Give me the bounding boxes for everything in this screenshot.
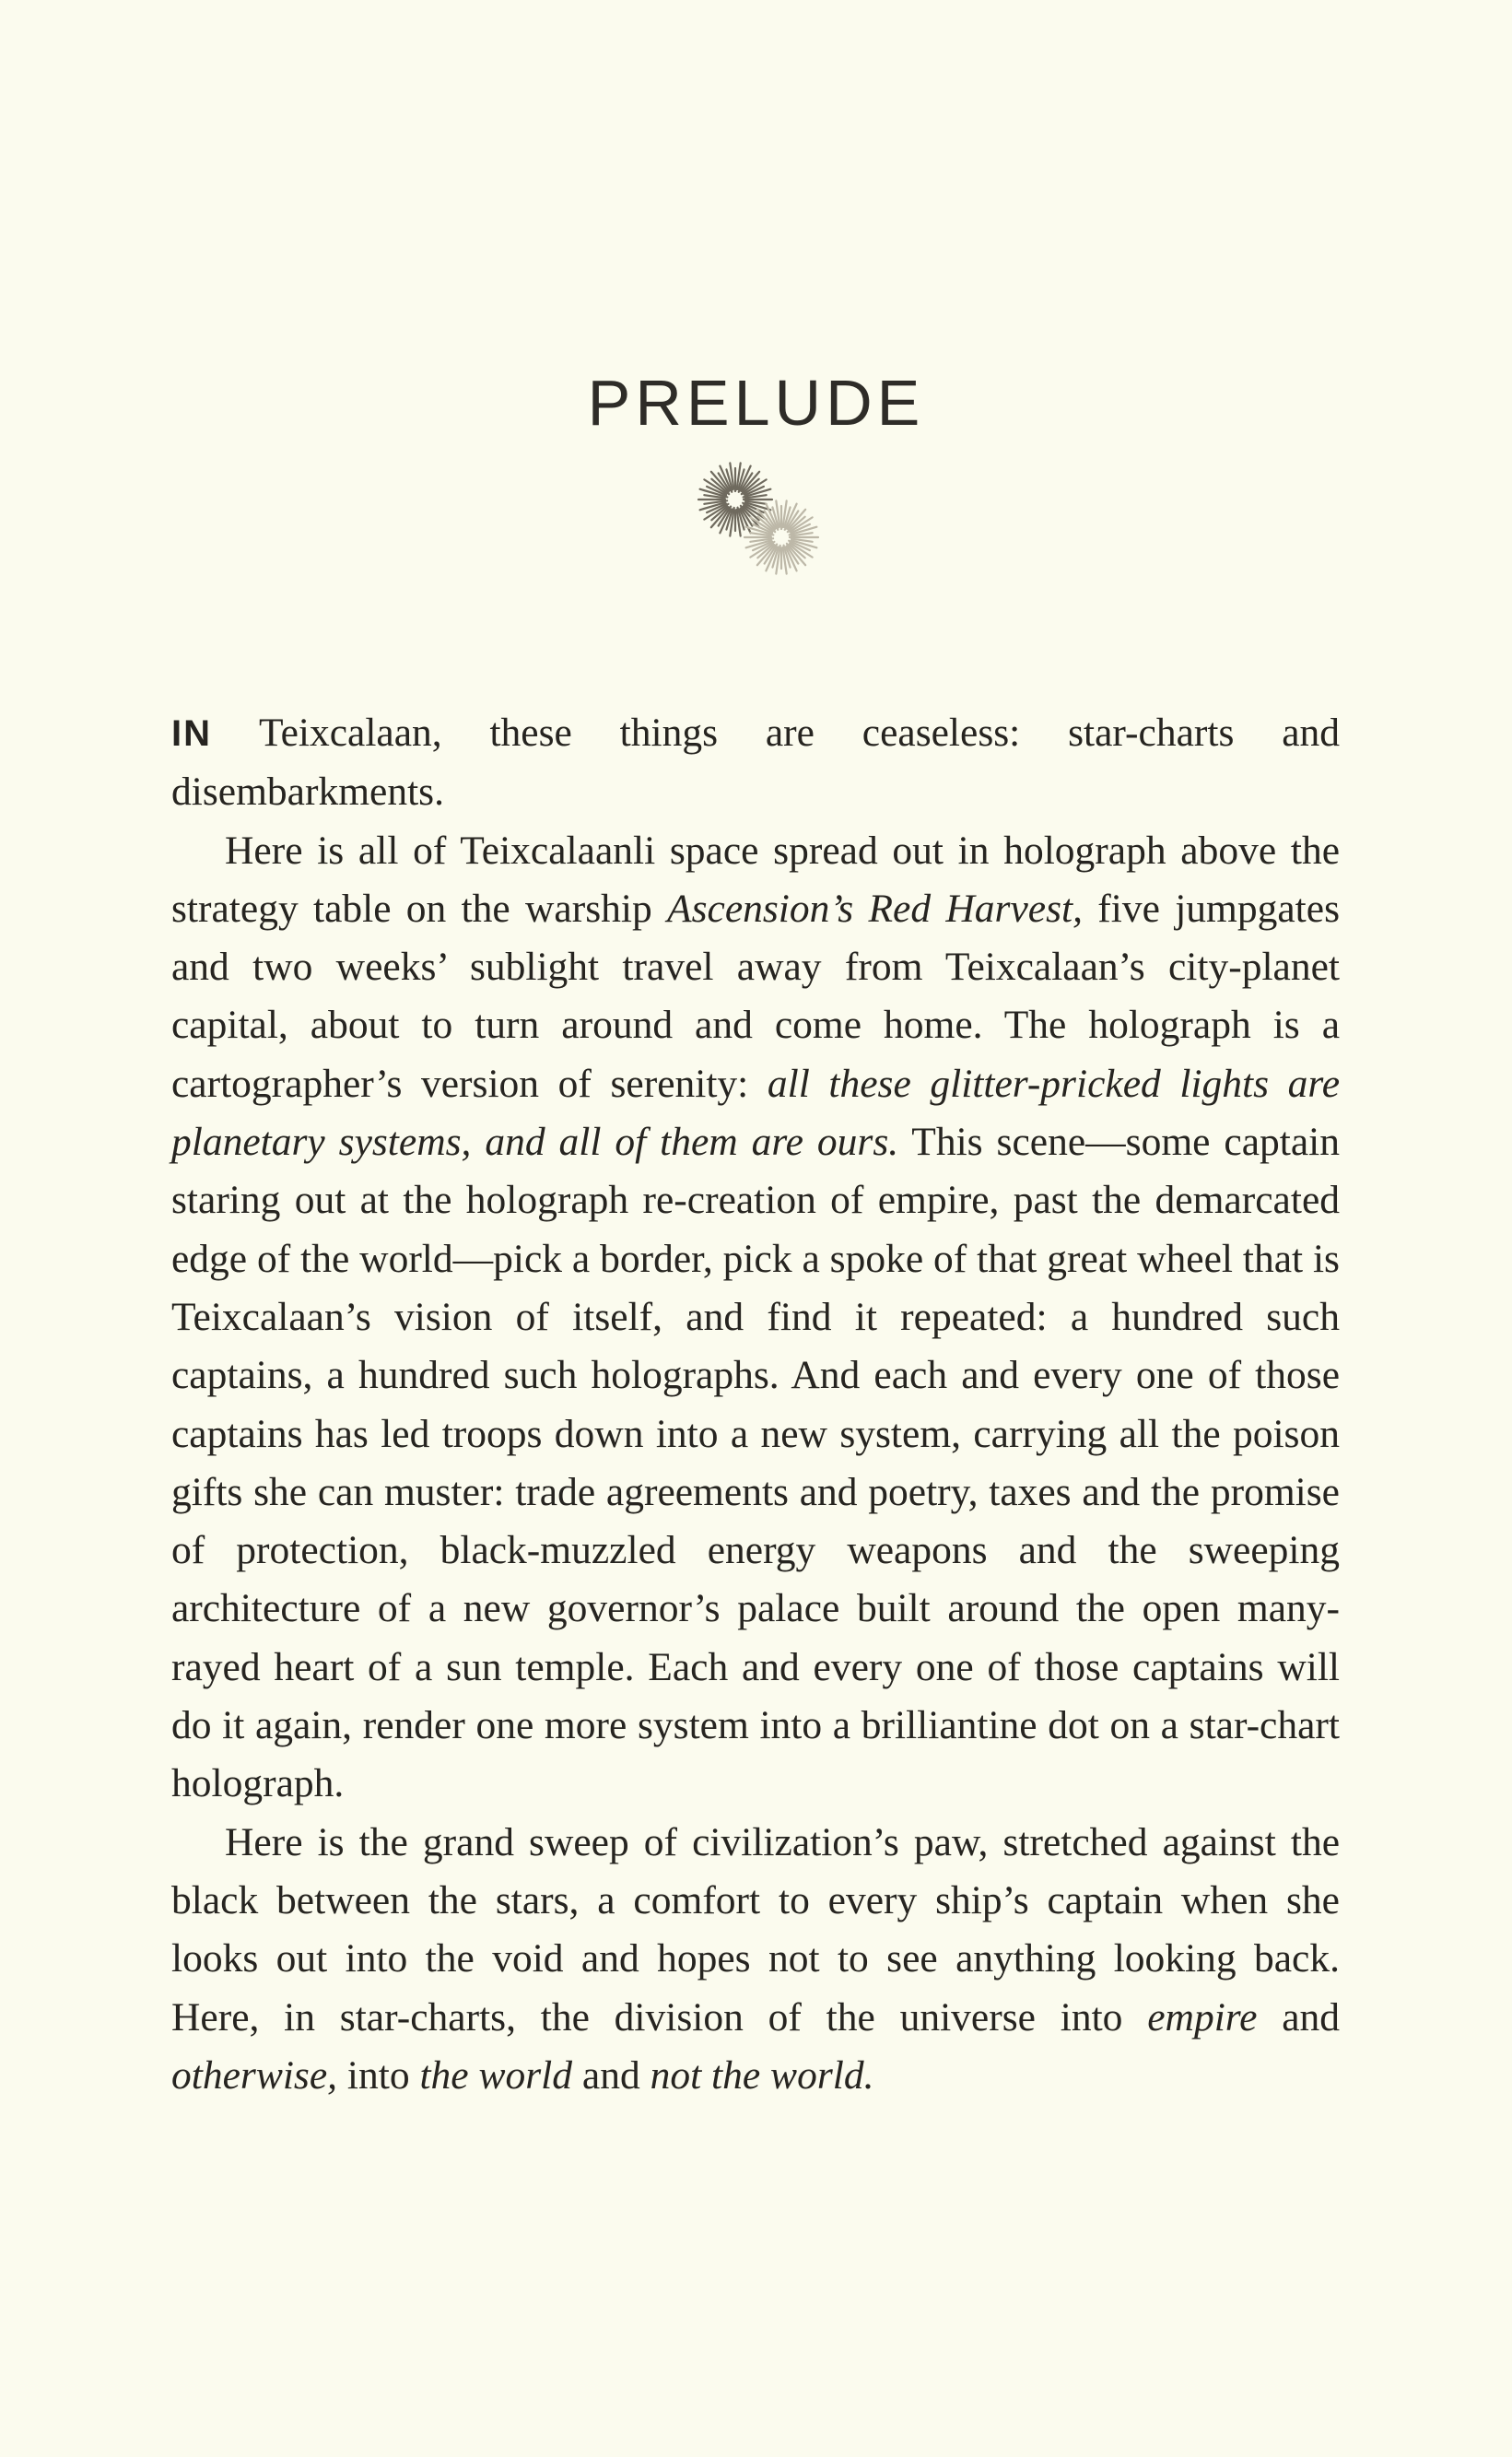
prelude-text (171, 704, 1340, 2105)
twin-starburst-icon (663, 452, 848, 590)
paragraph-2: Here is all of Teixcalaanli space spread out in holograph above the strategy table on the warship Ascension’s Red Harvest, five jumpgates and two weeks’ sublight travel away from Teixcalaan’s city-planet capital, about to turn around and come home. The holograph is a cartographer’s version of serenity: all these glitter-pricked lights are planetary systems, and all of them are ours. This scene—some captain staring out at the holograph re-creation of empire, past the demarcated edge of the world—pick a border, pick a spoke of that great wheel that is Teixcalaan’s vision of itself, and find it repeated: a hundred such captains, a hundred such holographs. And each and every one of those captains has led troops down into a new system, carrying all the poison gifts she can muster: trade agreements and poetry, taxes and the promise of protection, black-muzzled energy weapons and the sweeping architecture of a new governor’s palace built around the open many-rayed heart of a sun temple. Each and every one of those captains will do it again, render one more system into a brilliantine dot on a star-chart holograph. (171, 828, 1340, 1806)
chapter-title: PRELUDE (587, 366, 925, 439)
paragraph-1: IN Teixcalaan, these things are ceaseless: star-charts and disembarkments. (171, 711, 1340, 815)
paragraph-3: Here is the grand sweep of civilization’s paw, stretched against the black between the stars, a comfort to every ship’s captain when she looks out into the void and hopes not to see anything looking back. Here, in star-charts, the division of the universe into empire and otherwise, into the world and not the world. (171, 1819, 1340, 2098)
lead-in: IN (171, 713, 212, 754)
